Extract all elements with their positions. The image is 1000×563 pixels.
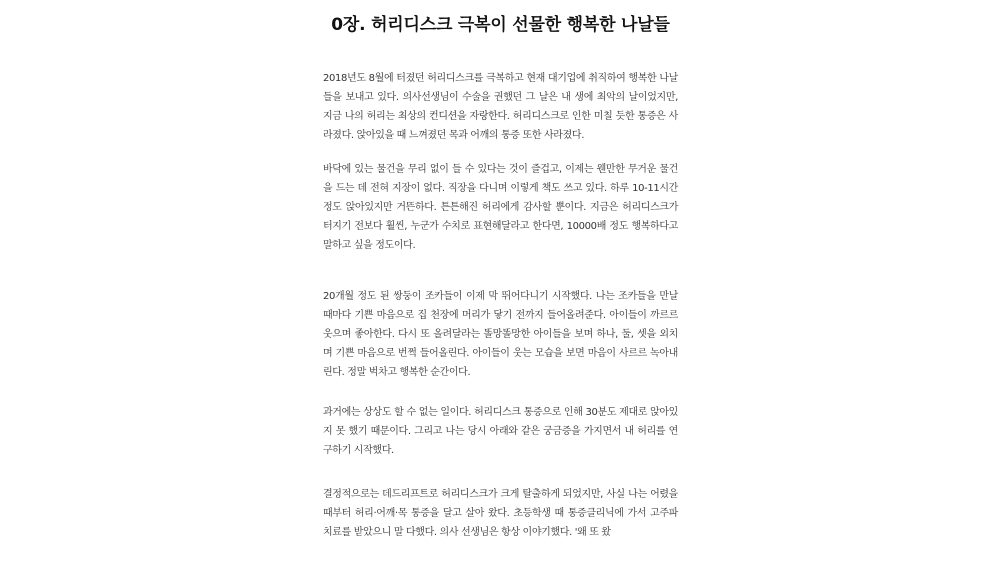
- paragraph-4: 과거에는 상상도 할 수 없는 일이다. 허리디스크 통증으로 인해 30분도 제대로 앉아있지 못 했기 때문이다. 그리고 나는 당시 아래와 같은 궁금증을 가지면서 내 허리를 연구하기 시작했다.: [323, 407, 678, 456]
- paragraph-3: 20개월 정도 된 쌍둥이 조카들이 이제 막 뛰어다니기 시작했다. 나는 조카들을 만날 때마다 기쁜 마음으로 집 천장에 머리가 닿기 전까지 들어올려준다. 아이들이 까르르 웃으며 좋아한다. 다시 또 올려달라는 똘망똘망한 아이들을 보며 하나, 둘, 셋을 외치며 기쁜 마음으로 번쩍 들어올린다. 아이들이 웃는 모습을 보면 마음이 사르르 녹아내린다. 정말 벅차고 행복한 순간이다.: [323, 291, 678, 378]
- chapter-title: 0장. 허리디스크 극복이 선물한 행복한 나날들: [331, 15, 670, 35]
- document-body: [323, 0, 678, 538]
- paragraph-2: 바닥에 있는 물건을 무리 없이 들 수 있다는 것이 즐겁고, 이제는 웬만한 무거운 물건을 드는 데 전혀 지장이 없다. 직장을 다니며 이렇게 책도 쓰고 있다. 하루 10-11시간 정도 앉아있지만 거뜬하다. 튼튼해진 허리에게 감사할 뿐이다. 지금은 허리디스크가 터지기 전보다 훨씬, 누군가 수치로 표현해달라고 한다면, 10000배 정도 행복하다고 말하고 싶을 정도이다.: [323, 164, 678, 251]
- paragraph-1: 2018년도 8월에 터졌던 허리디스크를 극복하고 현재 대기업에 취직하여 행복한 나날들을 보내고 있다. 의사선생님이 수술을 권했던 그 날은 내 생에 최악의 날이었지만, 지금 나의 허리는 최상의 컨디션을 자랑한다. 허리디스크로 인한 미칠 듯한 통증은 사라졌다. 앉아있을 때 느껴졌던 목과 어깨의 통증 또한 사라졌다.: [323, 73, 678, 141]
- paragraph-5: 결정적으로는 데드리프트로 허리디스크가 크게 탈출하게 되었지만, 사실 나는 어렸을 때부터 허리·어깨·목 통증을 달고 살아 왔다. 초등학생 때 통증클리닉에 가서 고주파 치료를 받았으니 말 다했다. 의사 선생님은 항상 이야기했다. '왜 또 왔: [323, 489, 678, 538]
